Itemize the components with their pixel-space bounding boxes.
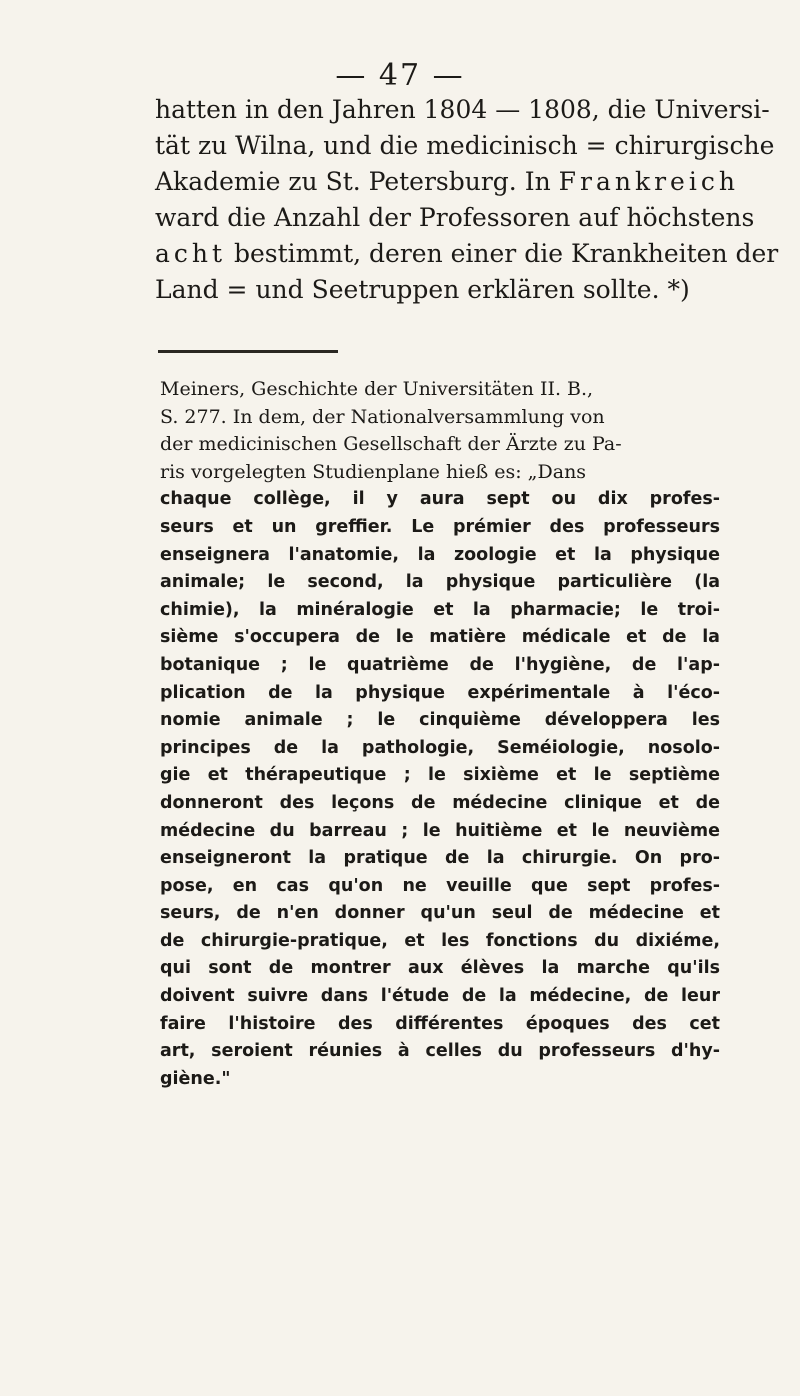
main-text-line-start: Akademie zu St. Petersburg. In	[155, 167, 559, 196]
page-number: — 47 —	[335, 58, 465, 93]
footnote-line: sième s'occupera de le matière médicale et de la	[160, 627, 720, 648]
footnote-line: médecine du barreau ; le huitième et le neuvième	[160, 820, 720, 841]
footnote-line: de chirurgie-pratique, et les fonctions du dixiéme,	[160, 930, 720, 951]
footnote-line: pose, en cas qu'on ne veuille que sept profes-	[160, 875, 720, 896]
footnote-line: chaque collège, il y aura sept ou dix profes-	[160, 489, 720, 510]
footnote-line: faire l'histoire des différentes époques des cet	[160, 1013, 720, 1034]
footnote-line: nomie animale ; le cinquième développera les	[160, 710, 720, 731]
footnote-line: botanique ; le quatrième de l'hygiène, de l'ap-	[160, 654, 720, 675]
footnote-line: plication de la physique expérimentale à l'éco-	[160, 682, 720, 703]
emphasized-word: Frankreich	[558, 167, 739, 196]
emphasized-word: acht	[155, 239, 227, 268]
footnote-line: principes de la pathologie, Seméiologie, nosolo-	[160, 737, 720, 758]
footnote-line: donneront des leçons de médecine clinique et de	[160, 792, 720, 813]
footnote-line: seurs et un greffier. Le prémier des professeurs	[160, 516, 720, 537]
footnote-line: art, seroient réunies à celles du professeurs d'hy-	[160, 1041, 720, 1062]
footnote-line: seurs, de n'en donner qu'un seul de médecine et	[160, 903, 720, 924]
main-text-line: ward die Anzahl der Professoren auf höchstens	[155, 203, 755, 232]
main-text-line	[155, 236, 779, 272]
footnote-line: qui sont de montrer aux élèves la marche qu'ils	[160, 958, 720, 979]
footnote-separator	[158, 350, 338, 353]
main-text-line: Land = und Seetruppen erklären sollte. *)	[155, 275, 690, 304]
footnote-french-quote	[160, 486, 720, 1093]
footnote-line: enseignera l'anatomie, la zoologie et la physique	[160, 544, 720, 565]
main-text-line: hatten in den Jahren 1804 — 1808, die Universi-	[155, 95, 770, 124]
main-text	[155, 92, 779, 308]
footnote	[160, 376, 720, 1093]
footnote-line: chimie), la minéralogie et la pharmacie; le troi-	[160, 599, 720, 620]
footnote-line: giène."	[160, 1068, 231, 1089]
footnote-line: Meiners, Geschichte der Universitäten II. B.,	[160, 378, 594, 400]
footnote-line: enseigneront la pratique de la chirurgie. On pro-	[160, 848, 720, 869]
footnote-line: doivent suivre dans l'étude de la médecine, de leur	[160, 986, 720, 1007]
main-text-line	[155, 164, 739, 200]
footnote-line: ris vorgelegten Studienplane hieß es: „Dans	[160, 460, 587, 483]
footnote-line: gie et thérapeutique ; le sixième et le septième	[160, 765, 720, 786]
main-text-line-rest: bestimmt, deren einer die Krankheiten der	[226, 239, 779, 268]
footnote-line: S. 277. In dem, der Nationalversammlung von	[160, 405, 605, 428]
footnote-german	[160, 376, 720, 486]
main-text-line: tät zu Wilna, und die medicinisch = chirurgische	[155, 131, 775, 160]
footnote-line: der medicinischen Gesellschaft der Ärzte zu Pa-	[160, 433, 622, 456]
footnote-line: animale; le second, la physique particulière (la	[160, 572, 720, 593]
